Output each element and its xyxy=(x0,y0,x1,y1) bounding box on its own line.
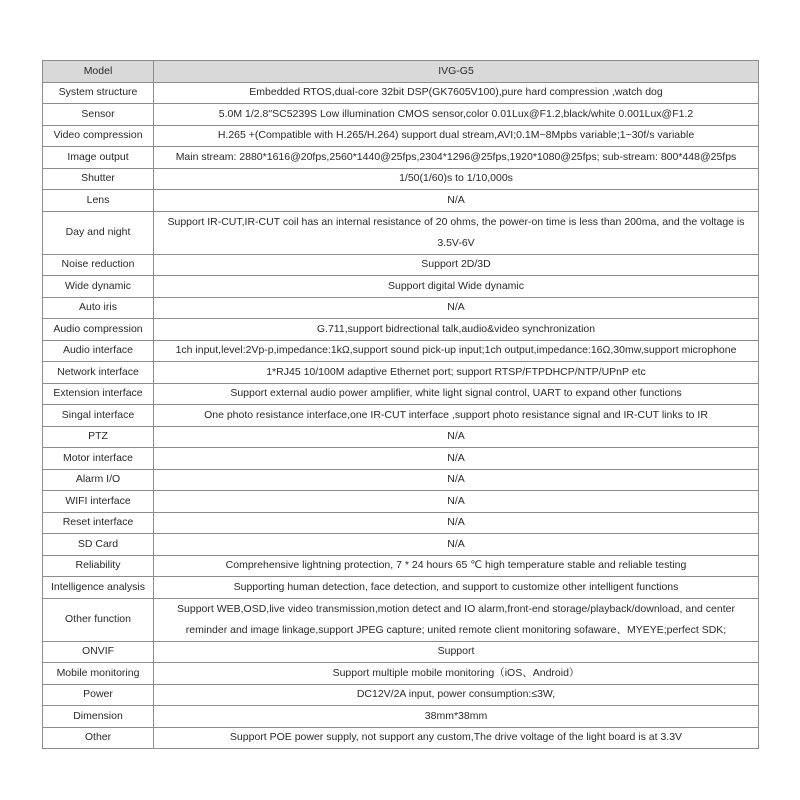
row-value: 1*RJ45 10/100M adaptive Ethernet port; support RTSP/FTPDHCP/NTP/UPnP etc xyxy=(154,362,759,384)
model-value: IVG-G5 xyxy=(154,61,759,83)
spec-table xyxy=(42,60,759,749)
model-label: Model xyxy=(43,61,154,83)
row-value: N/A xyxy=(154,534,759,556)
row-label: Reset interface xyxy=(43,512,154,534)
row-label: Mobile monitoring xyxy=(43,663,154,685)
table-row xyxy=(43,469,759,491)
row-value: N/A xyxy=(154,448,759,470)
row-value: Support external audio power amplifier, white light signal control, UART to expand other functions xyxy=(154,383,759,405)
row-value: 38mm*38mm xyxy=(154,706,759,728)
table-row xyxy=(43,684,759,706)
row-label: Intelligence analysis xyxy=(43,577,154,599)
table-row xyxy=(43,82,759,104)
table-row xyxy=(43,147,759,169)
row-label: Audio compression xyxy=(43,319,154,341)
row-label: Network interface xyxy=(43,362,154,384)
row-value: Support IR-CUT,IR-CUT coil has an internal resistance of 20 ohms, the power-on time is less than 200ma, and the voltage is 3.5V-6V xyxy=(154,211,759,254)
table-row xyxy=(43,340,759,362)
row-label: Day and night xyxy=(43,211,154,254)
row-value: Support 2D/3D xyxy=(154,254,759,276)
row-label: Extension interface xyxy=(43,383,154,405)
row-label: Other function xyxy=(43,598,154,641)
row-label: Lens xyxy=(43,190,154,212)
row-value: Support POE power supply, not support any custom,The drive voltage of the light board is at 3.3V xyxy=(154,727,759,749)
row-value: Main stream: 2880*1616@20fps,2560*1440@25fps,2304*1296@25fps,1920*1080@25fps; sub-stream: 800*448@25fps xyxy=(154,147,759,169)
row-label: Singal interface xyxy=(43,405,154,427)
row-value: H.265 +(Compatible with H.265/H.264) support dual stream,AVI;0.1M~8Mpbs variable;1~30f/s variable xyxy=(154,125,759,147)
row-label: Dimension xyxy=(43,706,154,728)
row-label: Noise reduction xyxy=(43,254,154,276)
row-label: Motor interface xyxy=(43,448,154,470)
table-row xyxy=(43,577,759,599)
row-label: Reliability xyxy=(43,555,154,577)
row-value: N/A xyxy=(154,491,759,513)
row-value: 1/50(1/60)s to 1/10,000s xyxy=(154,168,759,190)
table-row xyxy=(43,405,759,427)
table-row xyxy=(43,104,759,126)
row-label: ONVIF xyxy=(43,641,154,663)
table-header-row xyxy=(43,61,759,83)
table-row xyxy=(43,362,759,384)
row-value: Support multiple mobile monitoring（iOS、Android） xyxy=(154,663,759,685)
table-row xyxy=(43,297,759,319)
row-value: N/A xyxy=(154,512,759,534)
row-value: Comprehensive lightning protection, 7 * 24 hours 65 ℃ high temperature stable and reliable testing xyxy=(154,555,759,577)
row-label: Wide dynamic xyxy=(43,276,154,298)
table-row xyxy=(43,125,759,147)
row-label: Audio interface xyxy=(43,340,154,362)
row-label: Sensor xyxy=(43,104,154,126)
table-row xyxy=(43,555,759,577)
row-label: SD Card xyxy=(43,534,154,556)
row-label: System structure xyxy=(43,82,154,104)
table-row xyxy=(43,534,759,556)
row-label: Video compression xyxy=(43,125,154,147)
row-value: N/A xyxy=(154,426,759,448)
row-value: 1ch input,level:2Vp-p,impedance:1kΩ,support sound pick-up input;1ch output,impedance:16Ω,30mw,support microphone xyxy=(154,340,759,362)
table-row xyxy=(43,383,759,405)
row-value: G.711,support bidrectional talk,audio&video synchronization xyxy=(154,319,759,341)
table-row xyxy=(43,276,759,298)
table-row xyxy=(43,254,759,276)
row-label: Shutter xyxy=(43,168,154,190)
row-value: N/A xyxy=(154,190,759,212)
row-label: WIFI interface xyxy=(43,491,154,513)
table-row xyxy=(43,448,759,470)
row-label: Auto iris xyxy=(43,297,154,319)
row-label: Power xyxy=(43,684,154,706)
row-value: Embedded RTOS,dual-core 32bit DSP(GK7605V100),pure hard compression ,watch dog xyxy=(154,82,759,104)
table-row xyxy=(43,727,759,749)
row-value: Supporting human detection, face detection, and support to customize other intelligent functions xyxy=(154,577,759,599)
row-label: PTZ xyxy=(43,426,154,448)
row-value: DC12V/2A input, power consumption:≤3W, xyxy=(154,684,759,706)
table-row xyxy=(43,491,759,513)
table-row xyxy=(43,663,759,685)
row-value: Support digital Wide dynamic xyxy=(154,276,759,298)
row-value: Support xyxy=(154,641,759,663)
table-row xyxy=(43,706,759,728)
row-value: 5.0M 1/2.8"SC5239S Low illumination CMOS sensor,color 0.01Lux@F1.2,black/white 0.001Lux@F1.2 xyxy=(154,104,759,126)
row-label: Alarm I/O xyxy=(43,469,154,491)
table-row xyxy=(43,512,759,534)
table-row xyxy=(43,598,759,641)
row-value: N/A xyxy=(154,469,759,491)
row-label: Image output xyxy=(43,147,154,169)
table-row xyxy=(43,319,759,341)
row-value: Support WEB,OSD,live video transmission,motion detect and IO alarm,front-end storage/playback/download, and center reminder and image linkage,support JPEG capture; united remote client monitoring sofaware、MYEYE;perfect SDK; xyxy=(154,598,759,641)
table-row xyxy=(43,426,759,448)
row-value: N/A xyxy=(154,297,759,319)
table-row xyxy=(43,641,759,663)
row-label: Other xyxy=(43,727,154,749)
table-row xyxy=(43,190,759,212)
row-value: One photo resistance interface,one IR-CUT interface ,support photo resistance signal and IR-CUT links to IR xyxy=(154,405,759,427)
table-row xyxy=(43,168,759,190)
table-row xyxy=(43,211,759,254)
